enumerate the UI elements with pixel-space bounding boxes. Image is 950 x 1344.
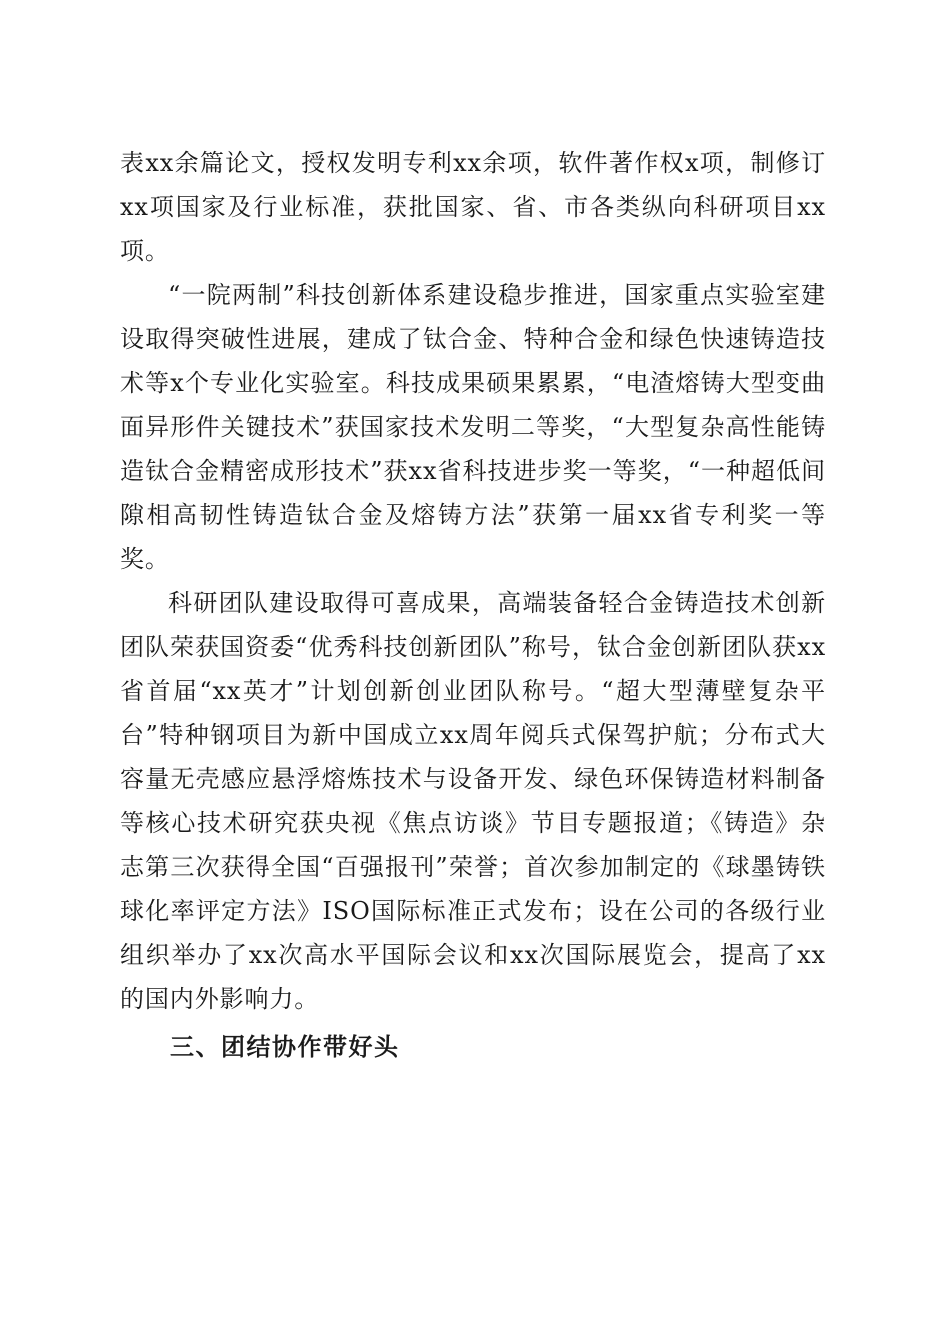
paragraph-publications: 表xx余篇论文，授权发明专利xx余项，软件著作权x项，制修订xx项国家及行业标准，获批国家、省、市各类纵向科研项目xx项。 — [120, 149, 826, 265]
paragraph-research-teams: 科研团队建设取得可喜成果，高端装备轻合金铸造技术创新团队荣获国资委“优秀科技创新团队”称号，钛合金创新团队获xx省首届“xx英才”计划创新创业团队称号。“超大型薄壁复杂平台”特种钢项目为新中国成立xx周年阅兵式保驾护航；分布式大容量无壳感应悬浮熔炼技术与设备开发、绿色环保铸造材料制备等核心技术研究获央视《焦点访谈》节目专题报道；《铸造》杂志第三次获得全国“百强报刊”荣誉；首次参加制定的《球墨铸铁球化率评定方法》ISO国际标准正式发布；设在公司的各级行业组织举办了xx次高水平国际会议和xx次国际展览会，提高了xx的国内外影响力。 — [120, 589, 826, 1013]
section-heading: 三、团结协作带好头 — [170, 1033, 400, 1061]
document-body — [120, 141, 826, 1069]
paragraph-innovation-system: “一院两制”科技创新体系建设稳步推进，国家重点实验室建设取得突破性进展，建成了钛合金、特种合金和绿色快速铸造技术等x个专业化实验室。科技成果硕果累累，“电渣熔铸大型变曲面异形件关键技术”获国家技术发明二等奖，“大型复杂高性能铸造钛合金精密成形技术”获xx省科技进步奖一等奖，“一种超低间隙相高韧性铸造钛合金及熔铸方法”获第一届xx省专利奖一等奖。 — [120, 281, 826, 573]
